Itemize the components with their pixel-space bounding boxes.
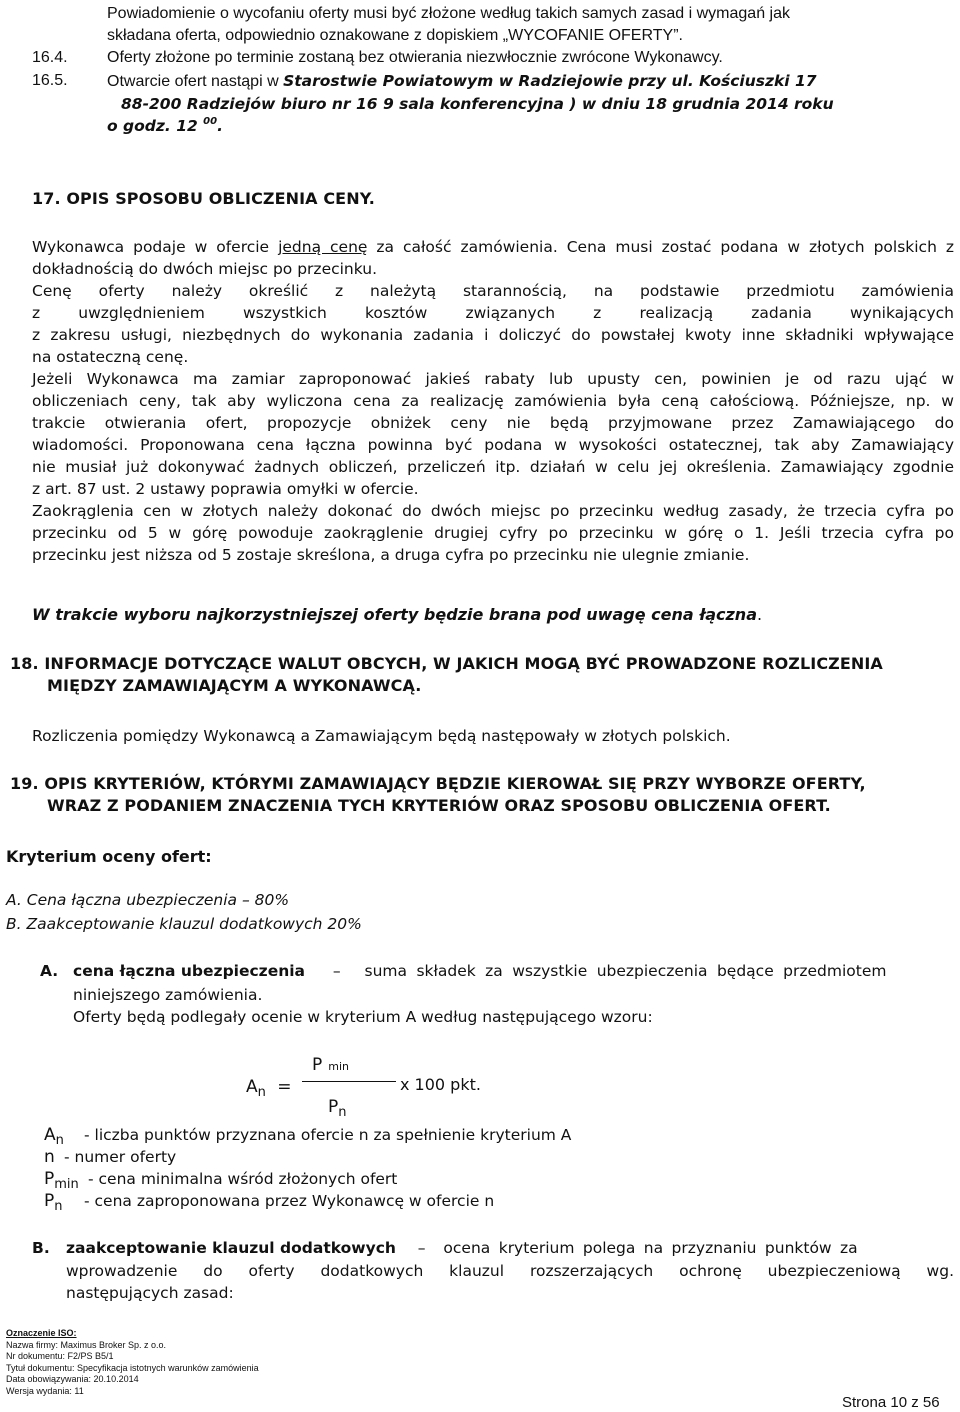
- b-rest: ocena kryterium polega na przyznaniu punktów za: [443, 1239, 858, 1257]
- s17-p1-c: za całość zamówienia.: [367, 238, 567, 256]
- legend-row: [44, 1168, 744, 1190]
- b-line-2: wprowadzenie do oferty dodatkowych klauzul rozszerzających ochronę ubezpieczeniową wg.: [66, 1262, 954, 1280]
- a-label: A.: [40, 962, 59, 980]
- a-rest: suma składek za wszystkie ubezpieczenia będące przedmiotem: [364, 962, 887, 980]
- formula-numerator: [312, 1054, 349, 1078]
- s17-p2-line-4: na ostateczną cenę.: [32, 348, 189, 366]
- footer-version: Wersja wydania: 11: [6, 1385, 84, 1396]
- criterion-a: A. Cena łączna ubezpieczenia – 80%: [6, 891, 290, 909]
- section-18-heading: [10, 653, 955, 697]
- legend-symbol: n: [44, 1147, 55, 1167]
- footer-valid-from: Data obowiązywania: 20.10.2014: [6, 1374, 139, 1384]
- legend-row: [44, 1146, 744, 1168]
- legend-symbol: P: [44, 1191, 55, 1211]
- s17-p1-a: Wykonawca podaje w ofercie: [32, 238, 279, 256]
- formula-num-symbol: P: [312, 1055, 323, 1075]
- b-bold: zaakceptowanie klauzul dodatkowych: [66, 1239, 396, 1257]
- s17-p1-d: Cena musi zostać podana w złotych polskich z: [566, 238, 954, 256]
- formula-denominator: [328, 1096, 347, 1120]
- legend-sub: n: [54, 1199, 63, 1214]
- footer-doc-number: Nr dokumentu: F2/PS B5/1: [6, 1351, 114, 1361]
- formula-lhs: [246, 1076, 292, 1100]
- s17-p4-line-3: przecinku jest niższa od 5 zostaje skreślona, a druga cyfra po przecinku nie ulegnie zmianie.: [32, 546, 750, 564]
- formula-eq: =: [277, 1077, 292, 1097]
- section-17-body: [32, 236, 954, 566]
- legend-sub: n: [55, 1133, 64, 1148]
- b-dash: –: [417, 1239, 426, 1257]
- s17-p2-line-2: z uwzględnieniem wszystkich kosztów związanych z realizacją zadania wynikających: [32, 304, 954, 322]
- s17-p2-line-3: z zakresu usługi, niezbędnych do wykonania zadania i doliczyć do powstałej kwoty inne składniki wpływające: [32, 326, 954, 344]
- s17-p3-line-1: Jeżeli Wykonawca ma zamiar zaproponować jakieś rabaty lub upusty cen, powinien je od razu ująć w: [32, 370, 954, 388]
- b-line-1: [66, 1237, 956, 1259]
- page-number: Strona 10 z 56: [842, 1394, 940, 1411]
- s19-heading-line-2: WRAZ Z PODANIEM ZNACZENIA TYCH KRYTERIÓW ORAZ SPOSOBU OBLICZENIA OFERT.: [47, 796, 831, 815]
- s17-emphasis: [32, 604, 762, 626]
- s17-p3-line-3: trakcie otwierania ofert, propozycje obniżek ceny nie będą przyjmowane przez Zamawiającego do: [32, 414, 954, 432]
- formula-den-sub: n: [338, 1105, 347, 1120]
- para-continuation-line-2: składana oferta, odpowiednio oznakowane z dopiskiem „WYCOFANIE OFERTY”.: [107, 27, 683, 44]
- item-16-5-time-sup: 00: [203, 116, 218, 127]
- legend-row: [44, 1190, 744, 1212]
- footer-company: Nazwa firmy: Maximus Broker Sp. z o.o.: [6, 1339, 167, 1350]
- s19-heading-line-1: 19. OPIS KRYTERIÓW, KTÓRYMI ZAMAWIAJĄCY BĘDZIE KIEROWAŁ SIĘ PRZY WYBORZE OFERTY,: [10, 774, 866, 793]
- item-16-5-text-c: Kościuszki 17: [699, 72, 817, 90]
- criterion-b: B. Zaakceptowanie klauzul dodatkowych 20%: [6, 915, 362, 933]
- item-16-4-number: 16.4.: [32, 49, 68, 66]
- legend-desc: - liczba punktów przyznana ofercie n za spełnienie kryterium A: [84, 1126, 572, 1144]
- s17-p3-line-6: z art. 87 ust. 2 ustawy poprawia omyłki w ofercie.: [32, 480, 419, 498]
- a-line-1: [73, 960, 955, 982]
- legend-row: [44, 1124, 744, 1146]
- item-16-5-line-2: 88-200 Radziejów biuro nr 16 9 sala konferencyjna ) w dniu 18 grudnia 2014 roku: [121, 95, 834, 113]
- legend-desc: - numer oferty: [64, 1148, 177, 1166]
- top-continuation: [107, 3, 955, 47]
- s17-emphasis-dot: .: [757, 605, 763, 624]
- s17-p3-line-4: wiadomości. Proponowana cena łączna powinna być podana w wysokości ostatecznej, tak aby Zamawiający: [32, 436, 954, 454]
- section-19-heading: [10, 773, 955, 817]
- formula-lhs-symbol: A: [246, 1077, 258, 1097]
- item-16-5-text-a: Otwarcie ofert nastąpi w: [107, 73, 284, 90]
- a-line-3: Oferty będą podlegały ocenie w kryterium A według następującego wzoru:: [73, 1008, 653, 1026]
- legend-symbol: A: [44, 1125, 56, 1145]
- s18-body: Rozliczenia pomiędzy Wykonawcą a Zamawiającym będą następowały w złotych polskich.: [32, 727, 731, 745]
- footer-iso-label: Oznaczenie ISO:: [6, 1328, 77, 1338]
- s17-p3-line-5: nie musiał już dokonywać żadnych obliczeń, przeliczeń itp. działań w celu jej określenia. Zamawiający zgodnie: [32, 458, 954, 476]
- formula-den-symbol: P: [328, 1097, 339, 1117]
- item-16-5-time: o godz. 12: [107, 117, 204, 135]
- s17-p1-line-1: [32, 236, 954, 258]
- item-16-5-text-b: Starostwie Powiatowym w Radziejowie przy ul.: [283, 72, 700, 90]
- a-line-2: niniejszego zamówienia.: [73, 986, 263, 1004]
- b-line-3: następujących zasad:: [66, 1284, 234, 1302]
- legend-sub: min: [54, 1177, 79, 1192]
- s17-p1-line-2: dokładnością do dwóch miejsc po przecinku.: [32, 260, 378, 278]
- item-16-4-text: Oferty złożone po terminie zostaną bez otwierania niezwłocznie zwrócone Wykonawcy.: [107, 49, 723, 66]
- footer-doc-title: Tytuł dokumentu: Specyfikacja istotnych warunków zamówienia: [6, 1362, 259, 1373]
- fraction-bar: [302, 1081, 396, 1082]
- criteria-title: Kryterium oceny ofert:: [6, 847, 212, 866]
- formula-legend: [44, 1124, 744, 1212]
- formula-num-sub: min: [328, 1060, 350, 1073]
- b-label: B.: [32, 1239, 50, 1257]
- a-dash: –: [332, 962, 341, 980]
- item-16-5-text: [107, 70, 957, 137]
- s18-heading-line-2: MIĘDZY ZAMAWIAJĄCYM A WYKONAWCĄ.: [47, 676, 422, 695]
- item-16-5-number: 16.5.: [32, 72, 68, 89]
- section-17-heading: 17. OPIS SPOSOBU OBLICZENIA CENY.: [32, 189, 375, 208]
- footer-meta: [6, 1328, 259, 1397]
- a-bold: cena łączna ubezpieczenia: [73, 962, 306, 980]
- s17-p1-underlined: jedną cenę: [278, 238, 368, 256]
- s18-heading-line-1: 18. INFORMACJE DOTYCZĄCE WALUT OBCYCH, W JAKICH MOGĄ BYĆ PROWADZONE ROZLICZENIA: [10, 654, 883, 673]
- s17-p3-line-2: obliczeniach ceny, tak aby wyliczona cena za realizację zamówienia była ceną całościową. Późniejsze, np. w: [32, 392, 954, 410]
- legend-symbol: P: [44, 1169, 55, 1189]
- s17-p2-line-1: Cenę oferty należy określić z należytą starannością, na podstawie przedmiotu zamówienia: [32, 282, 954, 300]
- s17-emphasis-text: W trakcie wyboru najkorzystniejszej oferty będzie brana pod uwagę cena łączna: [32, 605, 757, 624]
- formula-lhs-sub: n: [257, 1085, 266, 1100]
- legend-desc: - cena minimalna wśród złożonych ofert: [88, 1170, 398, 1188]
- legend-desc: - cena zaproponowana przez Wykonawcę w ofercie n: [84, 1192, 495, 1210]
- s17-p4-line-2: przecinku od 5 w górę powoduje zaokrąglenie drugiej cyfry po przecinku w górę o 1. Jeśli trzecia cyfra po: [32, 524, 954, 542]
- item-16-5-time-end: .: [217, 117, 223, 135]
- item-16-5-line-3: [107, 115, 957, 137]
- para-continuation-line-1: Powiadomienie o wycofaniu oferty musi być złożone według takich samych zasad i wymagań jak: [107, 5, 790, 22]
- s17-p4-line-1: Zaokrąglenia cen w złotych należy dokonać do dwóch miejsc po przecinku według zasady, że trzecia cyfra po: [32, 502, 954, 520]
- formula-times: x 100 pkt.: [400, 1075, 481, 1094]
